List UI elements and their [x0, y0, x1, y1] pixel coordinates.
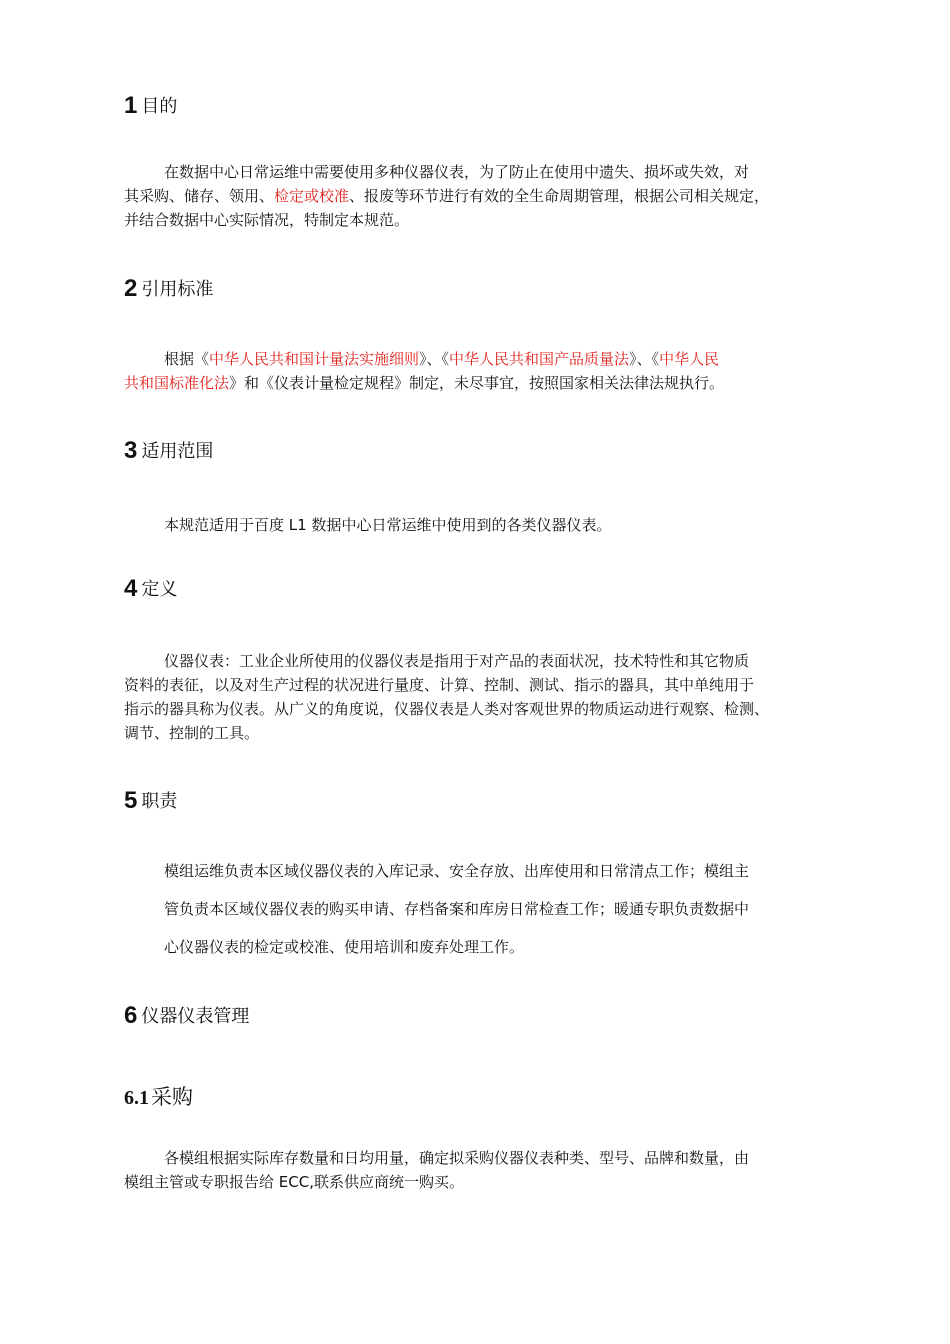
section-heading-2	[124, 277, 213, 302]
paragraph-line: 模组运维负责本区域仪器仪表的入库记录、安全存放、出库使用和日常清点工作；模组主	[164, 862, 750, 880]
paragraph-line: 心仪器仪表的检定或校准、使用培训和废弃处理工作。	[164, 938, 525, 956]
paragraph-line: 各模组根据实际库存数量和日均用量，确定拟采购仪器仪表种类、型号、品牌和数量，由	[164, 1149, 750, 1167]
paragraph-line: 模组主管或专职报告给 ECC,联系供应商统一购买。	[124, 1173, 464, 1191]
section-4-paragraph	[124, 649, 854, 745]
text-run: 其采购、储存、领用、	[124, 187, 275, 205]
section-number: 1	[124, 92, 138, 119]
section-number: 5	[124, 787, 138, 814]
section-2-paragraph	[124, 347, 854, 395]
section-6-1-paragraph	[124, 1146, 854, 1194]
subsection-number: 6.1	[124, 1087, 149, 1109]
highlighted-text: 检定或校准	[274, 187, 350, 205]
section-1-paragraph	[124, 160, 854, 232]
section-number: 3	[124, 437, 138, 464]
text-run: 》和《仪表计量检定规程》制定，未尽事宜，按照国家相关法律法规执行。	[229, 374, 725, 392]
paragraph-line: 本规范适用于百度 L1 数据中心日常运维中使用到的各类仪器仪表。	[164, 516, 612, 534]
highlighted-text: 中华人民共和国产品质量法	[449, 350, 630, 368]
section-title: 仪器仪表管理	[141, 1006, 250, 1027]
paragraph-line: 指示的器具称为仪表。从广义的角度说，仪器仪表是人类对客观世界的物质运动进行观察、检测、	[124, 700, 770, 718]
paragraph-line: 并结合数据中心实际情况，特制定本规范。	[124, 211, 410, 229]
section-heading-1	[124, 94, 177, 119]
section-title: 职责	[141, 791, 178, 812]
section-heading-3	[124, 439, 213, 464]
highlighted-text: 中华人民共和国计量法实施细则	[209, 350, 420, 368]
subsection-heading-6-1	[124, 1083, 193, 1112]
section-title: 目的	[141, 96, 178, 117]
section-heading-4	[124, 577, 177, 602]
paragraph-line: 仪器仪表：工业企业所使用的仪器仪表是指用于对产品的表面状况，技术特性和其它物质	[164, 652, 750, 670]
section-number: 6	[124, 1002, 138, 1029]
paragraph-line: 在数据中心日常运维中需要使用多种仪器仪表，为了防止在使用中遗失、损坏或失效，对	[164, 163, 750, 181]
section-number: 2	[124, 275, 138, 302]
paragraph-line	[124, 184, 854, 208]
section-5-paragraph	[124, 852, 854, 966]
paragraph-line	[124, 347, 854, 371]
section-3-paragraph	[124, 513, 854, 537]
text-run: 》、《	[419, 350, 450, 368]
highlighted-text: 中华人民	[659, 350, 720, 368]
paragraph-line	[124, 371, 854, 395]
text-run: 根据《	[164, 350, 210, 368]
text-run: 、报废等环节进行有效的全生命周期管理，根据公司相关规定，	[349, 187, 770, 205]
paragraph-line: 资料的表征，以及对生产过程的状况进行量度、计算、控制、测试、指示的器具，其中单纯用于	[124, 676, 755, 694]
paragraph-line: 管负责本区域仪器仪表的购买申请、存档备案和库房日常检查工作；暖通专职负责数据中	[164, 900, 750, 918]
section-title: 引用标准	[141, 279, 214, 300]
section-title: 适用范围	[141, 441, 214, 462]
section-number: 4	[124, 575, 138, 602]
text-run: 》、《	[629, 350, 660, 368]
section-title: 定义	[141, 579, 178, 600]
highlighted-text: 共和国标准化法	[124, 374, 230, 392]
section-heading-6	[124, 1004, 249, 1029]
section-heading-5	[124, 789, 177, 814]
subsection-title: 采购	[151, 1085, 193, 1109]
paragraph-line: 调节、控制的工具。	[124, 724, 260, 742]
